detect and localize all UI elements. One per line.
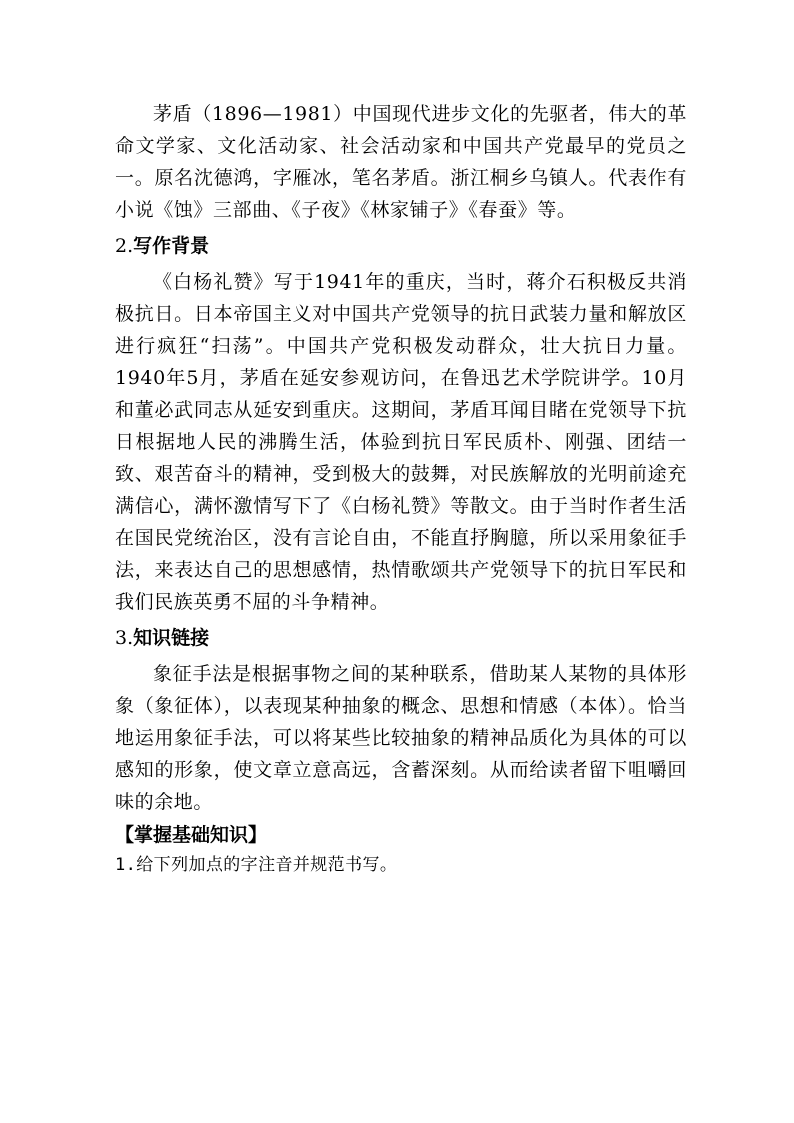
- section-heading-knowledge-link: [115, 622, 687, 654]
- section-heading-writing-background: [115, 230, 687, 262]
- section-title: 知识链接: [133, 627, 210, 649]
- knowledge-link-paragraph: 象征手法是根据事物之间的某种联系，借助某人某物的具体形象（象征体），以表现某种抽象的概念、思想和情感（本体）。恰当地运用象征手法，可以将某些比较抽象的精神品质化为具体的可以感知的形象，使文章立意高远，含蓄深刻。从而给读者留下咀嚼回味的余地。: [115, 663, 687, 813]
- section-number: 3.: [115, 627, 134, 649]
- writing-background-paragraph: 《白杨礼赞》写于1941年的重庆，当时，蒋介石积极反共消极抗日。日本帝国主义对中国共产党领导的抗日武装力量和解放区进行疯狂“扫荡”。中国共产党积极发动群众，壮大抗日力量。1940年5月，茅盾在延安参观访问，在鲁迅艺术学院讲学。10月和董必武同志从延安到重庆。这期间，茅盾耳闻目睹在党领导下抗日根据地人民的沸腾生活，体验到抗日军民质朴、刚强、团结一致、艰苦奋斗的精神，受到极大的鼓舞，对民族解放的光明前途充满信心，满怀激情写下了《白杨礼赞》等散文。由于当时作者生活在国民党统治区，没有言论自由，不能直抒胸臆，所以采用象征手法，来表达自己的思想感情，热情歌颂共产党领导下的抗日军民和我们民族英勇不屈的斗争精神。: [115, 271, 687, 613]
- document-body: [115, 98, 687, 880]
- basics-section-title: 【掌握基础知识】: [115, 824, 268, 846]
- question-1: 1.给下列加点的字注音并规范书写。: [115, 855, 398, 875]
- author-intro-paragraph: 茅盾（1896—1981）中国现代进步文化的先驱者，伟大的革命文学家、文化活动家、社会活动家和中国共产党最早的党员之一。原名沈德鸿，字雁冰，笔名茅盾。浙江桐乡乌镇人。代表作有小说《蚀》三部曲、《子夜》《林家铺子》《春蚕》等。: [115, 103, 687, 221]
- section-title: 写作背景: [133, 235, 210, 257]
- section-number: 2.: [115, 235, 134, 257]
